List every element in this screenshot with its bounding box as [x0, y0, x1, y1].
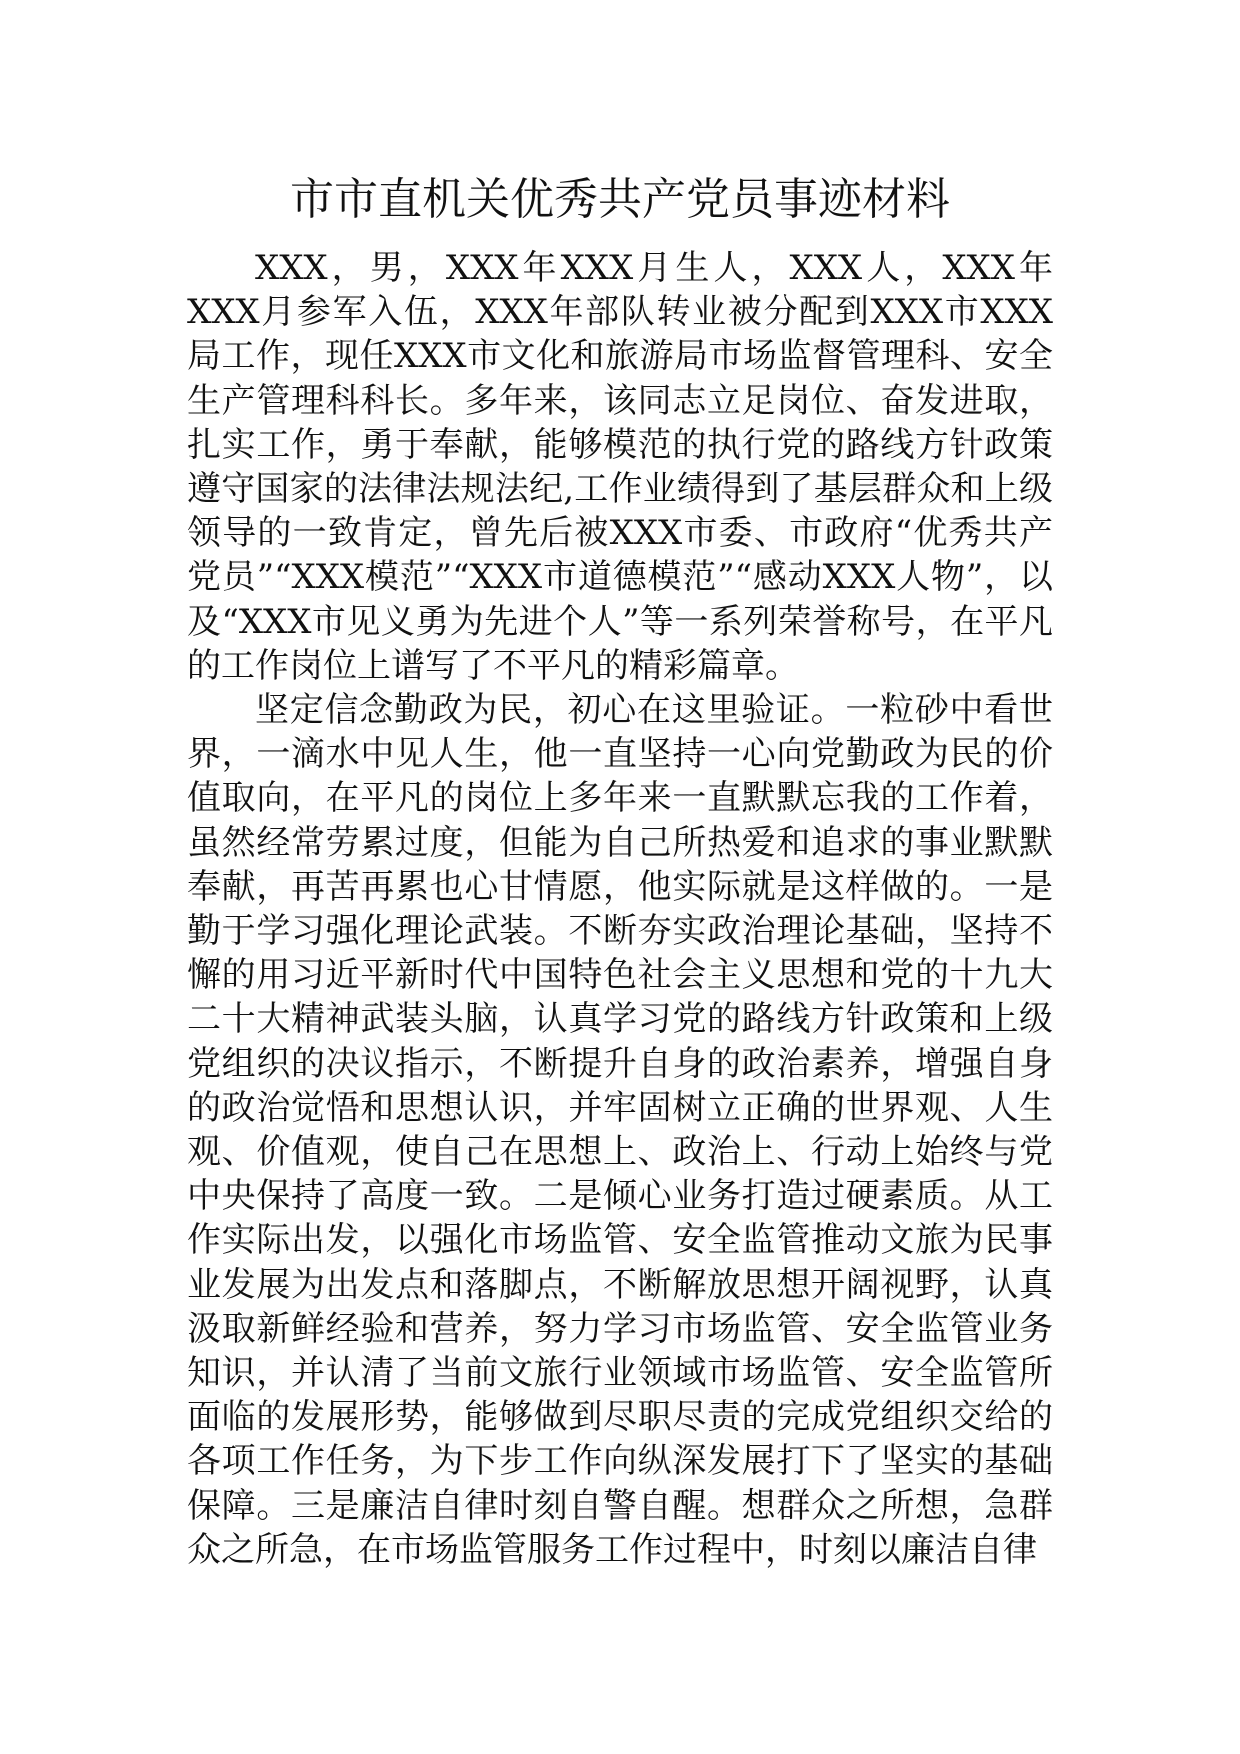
paragraph-belief: 坚定信念勤政为民，初心在这里验证。一粒砂中看世界，一滴水中见人生，他一直坚持一心向党勤政为民的价值取向，在平凡的岗位上多年来一直默默忘我的工作着，虽然经常劳累过度，但能为自己所热爱和追求的事业默默奉献，再苦再累也心甘情愿，他实际就是这样做的。一是勤于学习强化理论武装。不断夯实政治理论基础，坚持不懈的用习近平新时代中国特色社会主义思想和党的十九大二十大精神武装头脑，认真学习党的路线方针政策和上级党组织的决议指示，不断提升自身的政治素养，增强自身的政治觉悟和思想认识，并牢固树立正确的世界观、人生观、价值观，使自己在思想上、政治上、行动上始终与党中央保持了高度一致。二是倾心业务打造过硬素质。从工作实际出发，以强化市场监管、安全监管推动文旅为民事业发展为出发点和落脚点，不断解放思想开阔视野，认真汲取新鲜经验和营养，努力学习市场监管、安全监管业务知识，并认清了当前文旅行业领域市场监管、安全监管所面临的发展形势，能够做到尽职尽责的完成党组织交给的各项工作任务，为下步工作向纵深发展打下了坚实的基础保障。三是廉洁自律时刻自警自醒。想群众之所想，急群众之所急，在市场监管服务工作过程中，时刻以廉洁自律: [187, 690, 1053, 1570]
paragraph-intro: XXX，男，XXX年XXX月生人，XXX人，XXX年XXX月参军入伍，XXX年部队转业被分配到XXX市XXX局工作，现任XXX市文化和旅游局市场监督管理科、安全生产管理科科长。多年来，该同志立足岗位、奋发进取，扎实工作，勇于奉献，能够模范的执行党的路线方针政策遵守国家的法律法规法纪,工作业绩得到了基层群众和上级领导的一致肯定，曾先后被XXX市委、市政府“优秀共产党员”“XXX模范”“XXX市道德模范”“感动XXX人物”，以及“XXX市见义勇为先进个人”等一系列荣誉称号，在平凡的工作岗位上谱写了不平凡的精彩篇章。: [187, 248, 1053, 686]
document-body: [187, 246, 1053, 1572]
document-title: 市市直机关优秀共产党员事迹材料: [290, 174, 950, 225]
